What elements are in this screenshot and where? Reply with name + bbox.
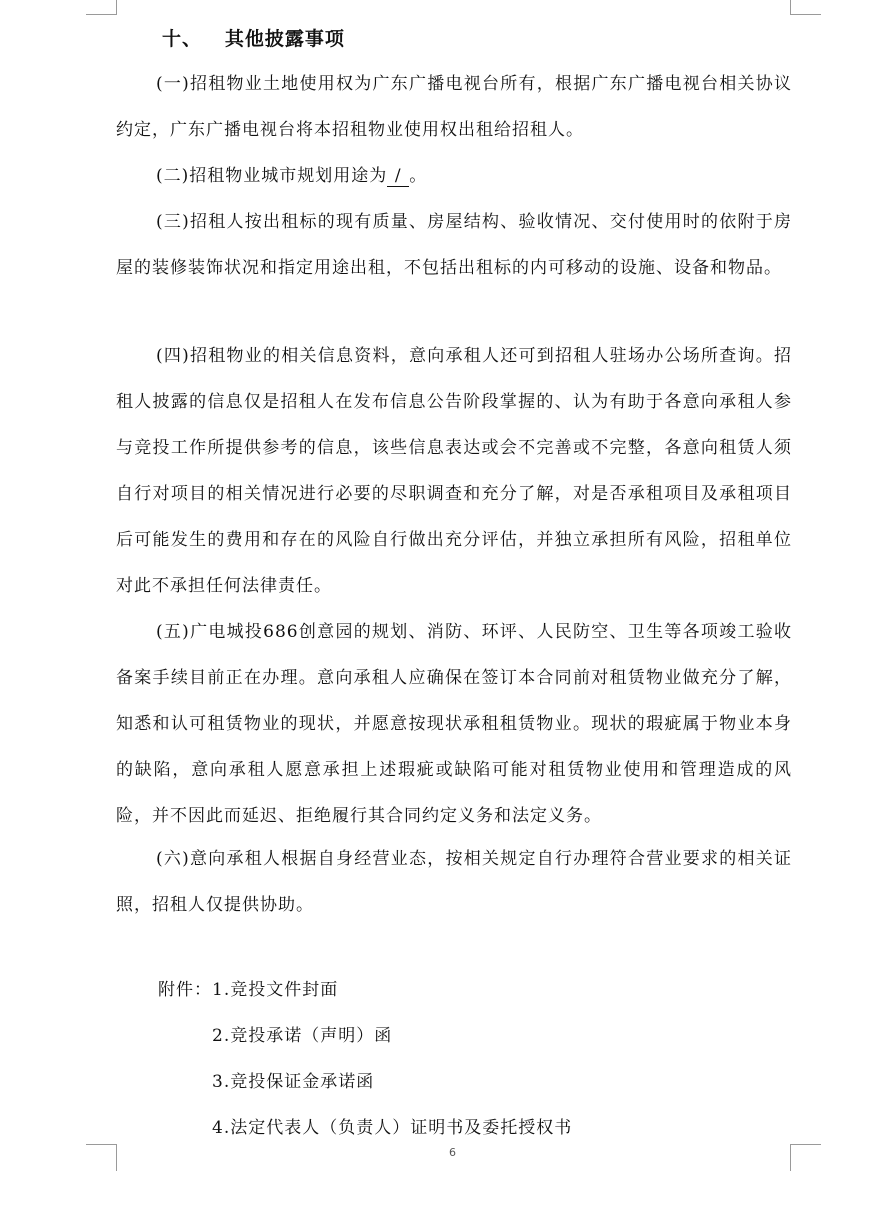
paragraph-1: (一)招租物业土地使用权为广东广播电视台所有，根据广东广播电视台相关协议约定，广东广播电视台将本招租物业使用权出租给招租人。 [116, 74, 792, 140]
attachment-item-2: 2.竞投承诺（声明）函 [212, 1026, 393, 1046]
paragraph-2-end: 。 [409, 166, 428, 186]
paragraph-6: (六)意向承租人根据自身经营业态，按相关规定自行办理符合营业要求的相关证照，招租人仅提供协助。 [116, 849, 792, 915]
section-heading: 十、 其他披露事项 [162, 28, 345, 50]
paragraph-2-text: (二)招租物业城市规划用途为 [156, 166, 388, 186]
paragraph-5: (五)广电城投686创意园的规划、消防、环评、人民防空、卫生等各项竣工验收备案手续目前正在办理。意向承租人应确保在签订本合同前对租赁物业做充分了解，知悉和认可租赁物业的现状，并愿意按现状承租租赁物业。现状的瑕疵属于物业本身的缺陷，意向承租人愿意承担上述瑕疵或缺陷可能对租赁物业使用和管理造成的风险，并不因此而延迟、拒绝履行其合同约定义务和法定义务。 [116, 622, 792, 826]
attachment-item-3: 3.竞投保证金承诺函 [212, 1072, 375, 1092]
paragraph-2 [116, 153, 792, 199]
page-number: 6 [449, 1146, 456, 1159]
paragraph-3: (三)招租人按出租标的现有质量、房屋结构、验收情况、交付使用时的依附于房屋的装修装饰状况和指定用途出租，不包括出租标的内可移动的设施、设备和物品。 [116, 212, 792, 278]
attachments-label: 附件： [158, 980, 212, 1000]
paragraph-4: (四)招租物业的相关信息资料，意向承租人还可到招租人驻场办公场所查询。招租人披露的信息仅是招租人在发布信息公告阶段掌握的、认为有助于各意向承租人参与竞投工作所提供参考的信息，该些信息表达或会不完善或不完整，各意向租赁人须自行对项目的相关情况进行必要的尽职调查和充分了解，对是否承租项目及承租项目后可能发生的费用和存在的风险自行做出充分评估，并独立承担所有风险，招租单位对此不承担任何法律责任。 [116, 346, 792, 596]
attachment-item-4: 4.法定代表人（负责人）证明书及委托授权书 [212, 1118, 573, 1138]
attachment-item-1: 1.竞投文件封面 [212, 980, 339, 1000]
crop-mark-top-right [790, 0, 821, 15]
planning-use-blank: / [387, 166, 409, 187]
crop-mark-top-left [86, 0, 117, 15]
